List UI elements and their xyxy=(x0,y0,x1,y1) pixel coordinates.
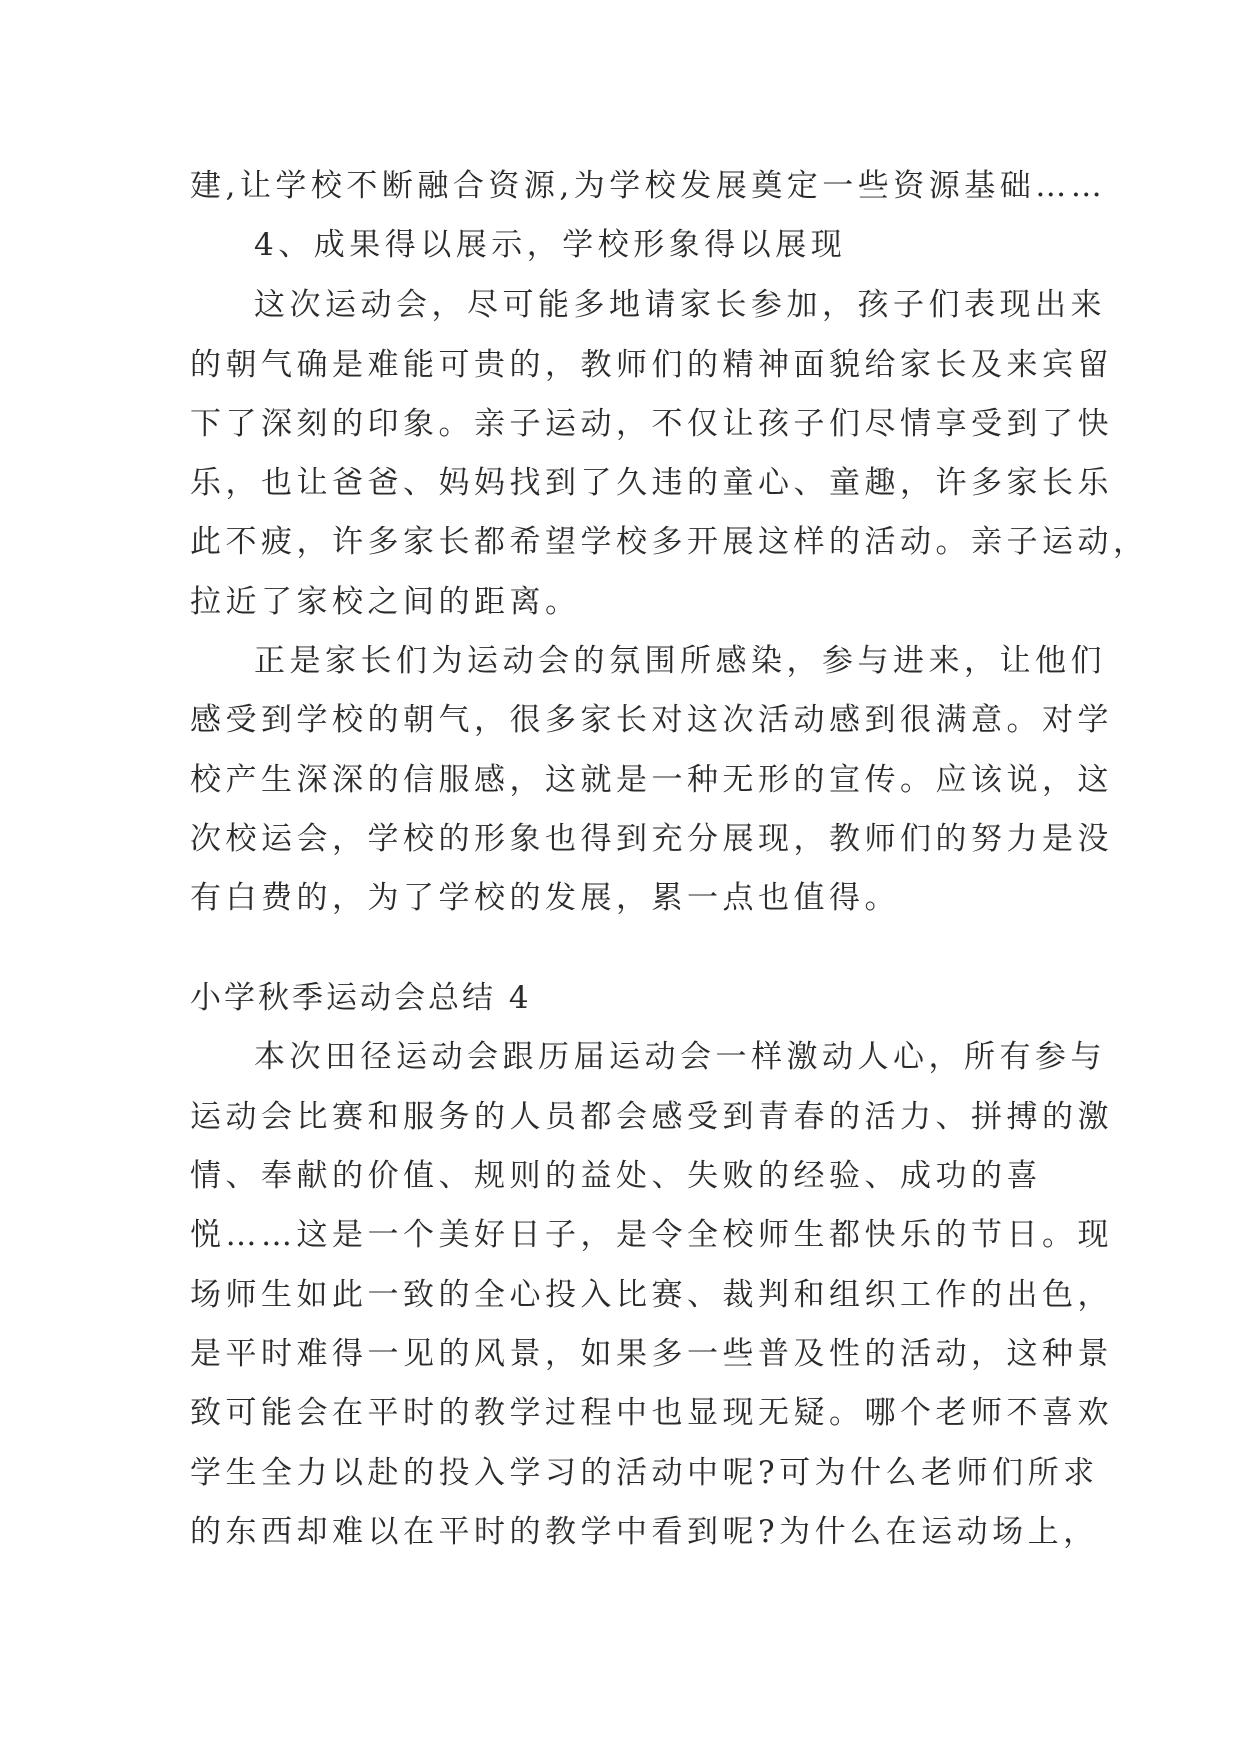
paragraph-line: 有白费的，为了学校的发展，累一点也值得。 xyxy=(190,880,900,916)
paragraph-line: 情、奉献的价值、规则的益处、失败的经验、成功的喜 xyxy=(190,1158,1042,1194)
paragraph-line: 感受到学校的朝气，很多家长对这次活动感到很满意。对学 xyxy=(190,702,1113,738)
paragraph-line: 本次田径运动会跟历届运动会一样激动人心，所有参与 xyxy=(254,1039,1106,1075)
paragraph-line: 这次运动会，尽可能多地请家长参加，孩子们表现出来 xyxy=(254,287,1106,323)
paragraph-line: 运动会比赛和服务的人员都会感受到青春的活力、拼搏的激 xyxy=(190,1099,1113,1135)
paragraph-line: 次校运会，学校的形象也得到充分展现，教师们的努力是没 xyxy=(190,821,1113,857)
paragraph-line: 是平时难得一见的风景，如果多一些普及性的活动，这种景 xyxy=(190,1336,1113,1372)
paragraph-line: 下了深刻的印象。亲子运动，不仅让孩子们尽情享受到了快 xyxy=(190,406,1113,442)
paragraph-line: 场师生如此一致的全心投入比赛、裁判和组织工作的出色， xyxy=(190,1277,1113,1313)
paragraph-line: 的东西却难以在平时的教学中看到呢?为什么在运动场上， xyxy=(190,1514,1099,1550)
paragraph-line: 致可能会在平时的教学过程中也显现无疑。哪个老师不喜欢 xyxy=(190,1395,1113,1431)
paragraph-end-line: 建,让学校不断融合资源,为学校发展奠定一些资源基础…… xyxy=(190,168,1107,204)
paragraph-line: 悦……这是一个美好日子，是令全校师生都快乐的节日。现 xyxy=(190,1217,1113,1253)
paragraph-line: 乐，也让爸爸、妈妈找到了久违的童心、童趣，许多家长乐 xyxy=(190,465,1113,501)
paragraph-line: 正是家长们为运动会的氛围所感染，参与进来，让他们 xyxy=(254,643,1106,679)
section-heading: 4、成果得以展示，学校形象得以展现 xyxy=(254,227,847,263)
paragraph-line: 校产生深深的信服感，这就是一种无形的宣传。应该说，这 xyxy=(190,762,1113,798)
paragraph-line: 学生全力以赴的投入学习的活动中呢?可为什么老师们所求 xyxy=(190,1455,1099,1491)
paragraph-line: 此不疲，许多家长都希望学校多开展这样的活动。亲子运动， xyxy=(190,524,1149,560)
paragraph-line: 的朝气确是难能可贵的，教师们的精神面貌给家长及来宾留 xyxy=(190,347,1113,383)
paragraph-line: 拉近了家校之间的距离。 xyxy=(190,584,581,620)
article-title: 小学秋季运动会总结 4 xyxy=(190,980,532,1016)
